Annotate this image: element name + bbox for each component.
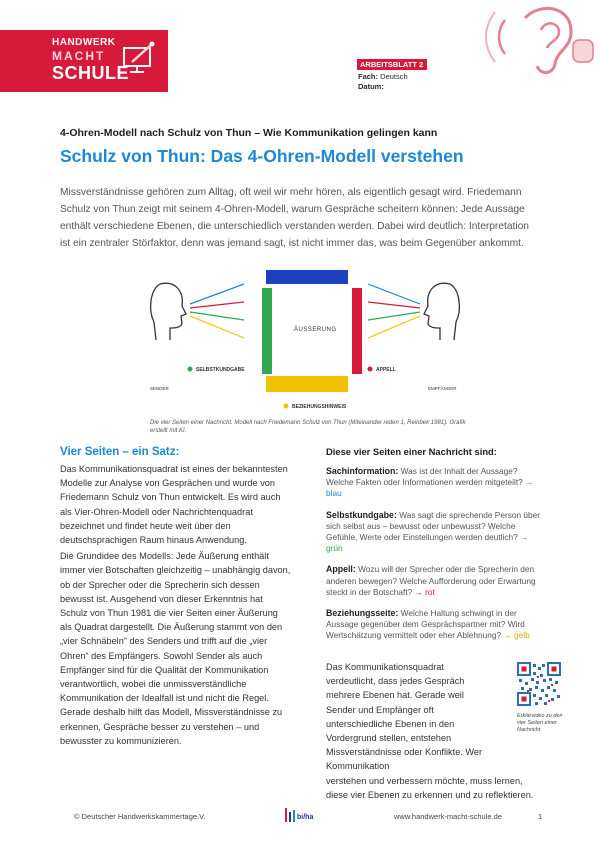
right-column xyxy=(326,446,540,652)
ear-illustration-icon xyxy=(485,0,600,80)
website-link[interactable]: www.handwerk-macht-schule.de xyxy=(394,812,502,821)
side-item-selbstkundgabe xyxy=(326,510,540,555)
section-heading: Vier Seiten – ein Satz: xyxy=(60,446,180,458)
section-paragraph-2: Die Grundidee des Modells: Jede Äußerung enthält immer vier Botschaften gleichzeitig – unabhängig davon, ob der Sprecher oder die Sprecherin sich dessen bewusst ist. Ausgehend von dieser Erkenntnis hat Schulz von Thun 1981 die vier Seiten einer Äußerung als Quadrat dargestellt. Die Äußerung stammt von den „vier Schnäbeln“ des Senders und trifft auf die „vier Ohren“ des Empfängers. Sowohl Sender als auch Empfänger sind für die Qualität der Kommunikation verantwortlich, wobei die unmissverständliche Kommunikation der Idealfall ist und nicht die Regel. Gerade deshalb hilft das Modell, Missverständnisse zu erkennen, Gespräche besser zu verstehen – und bewusster zu kommunizieren. xyxy=(60,551,291,746)
sender-arrows xyxy=(190,284,244,338)
biha-logo-text: bi/ha xyxy=(297,814,314,821)
receiver-label: EMPFÄNGER xyxy=(428,386,457,391)
subject-value: Deutsch xyxy=(380,72,408,81)
page-number: 1 xyxy=(538,812,543,821)
side-tag-yellow: → gelb xyxy=(503,630,530,641)
side-item-sachinformation xyxy=(326,466,540,500)
qr-caption: Erklärvideo zu den vier Seiten einer Nachricht xyxy=(517,713,563,733)
side-item-beziehungsseite xyxy=(326,608,540,642)
left-label: SELBSTKUNDGABE xyxy=(196,367,245,373)
intro-paragraph: Missverständnisse gehören zum Alltag, oft weil wir mehr hören, als eigentlich gesagt wird. Friedemann Schulz von Thun zeigt mit seinem 4-Ohren-Modell, warum Gespräche scheitern können: Jede Aussage enthält verschiedene Ebenen, die unterschiedlich verstanden werden. Dabei wird deutlich: Interpretation ist ein zentraler Störfaktor, denn was jemand sagt, ist nicht immer das, was beim Gegenüber ankommt. xyxy=(60,187,529,249)
side-item-appell xyxy=(326,564,540,598)
date-label: Datum: xyxy=(358,82,384,91)
four-ears-diagram xyxy=(140,262,470,412)
sides-heading: Diese vier Seiten einer Nachricht sind: xyxy=(326,446,497,457)
conclusion-paragraph xyxy=(326,660,540,802)
brand-logo xyxy=(0,30,168,92)
side-label: Selbstkundgabe: xyxy=(326,509,397,520)
square-top-blue xyxy=(266,270,348,284)
logo-line-1: HANDWERK xyxy=(52,37,116,48)
logo-line-3: SCHULE xyxy=(52,63,130,83)
side-label: Sachinformation: xyxy=(326,466,399,476)
monitor-tools-icon xyxy=(120,40,160,80)
bottom-label: BEZIEHUNGSHINWEIS xyxy=(292,404,347,410)
side-text: Welche Haltung schwingt in der Aussage gegenüber dem Gesprächspartner mit? Wird Wertschätzung vermittelt oder eher Ablehnung? xyxy=(326,608,525,641)
side-tag-green: → grün xyxy=(326,532,529,554)
qr-code-block[interactable] xyxy=(517,662,563,734)
qr-code-icon[interactable] xyxy=(517,662,561,706)
center-label: ÄUSSERUNG xyxy=(294,327,337,333)
side-text: Was ist der Inhalt der Aussage? Welche Fakten oder Informationen werden mitgeteilt? xyxy=(326,466,523,488)
sender-head-icon xyxy=(151,283,186,340)
side-text: Wozu will der Sprecher oder die Sprecherin den anderen bewegen? Welche Aufforderung oder Erwartung steckt in der Botschaft? xyxy=(326,564,536,597)
side-tag-blue: → blau xyxy=(326,477,534,499)
page-title: Schulz von Thun: Das 4-Ohren-Modell verstehen xyxy=(60,146,464,166)
conclusion-part-2: verstehen und verbessern möchte, muss lernen, diese vier Ebenen zu erkennen und zu reflektieren. xyxy=(326,775,534,800)
worksheet-subtitle: 4-Ohren-Modell nach Schulz von Thun – Wie Kommunikation gelingen kann xyxy=(60,127,438,139)
section-paragraph-1: Das Kommunikationsquadrat ist eines der bekanntesten Modelle zur Analyse von Gesprächen und wurde von Friedemann Schulz von Thun entwickelt. Es wird auch als Vier-Ohren-Modell oder Nachrichtenquadrat bezeichnet und findet heute weit über den deutschsprachigen Raum hinaus Anwendung. xyxy=(60,464,288,546)
copyright-text: © Deutscher Handwerkskammertage.V. xyxy=(74,812,206,821)
right-label: APPELL xyxy=(376,367,396,373)
logo-line-2: MACHT xyxy=(52,49,106,63)
sheet-meta xyxy=(358,72,408,92)
square-right-red xyxy=(352,288,362,374)
conclusion-part-1: Das Kommunikationsquadrat verdeutlicht, dass jedes Gespräch mehrere Ebenen hat. Gerade weil Sender und Empfänger oft unterschiedliche Ebenen in den Vordergrund stellen, entstehen Missverständnisse oder Konflikte. Wer Kommunikation xyxy=(326,662,483,772)
biha-logo-icon xyxy=(284,806,296,824)
diagram-caption: Die vier Seiten einer Nachricht. Modell nach Friedemann Schulz von Thun (Miteinander reden 1, Reinbek 1981). Grafik erstellt mit KI. xyxy=(150,420,466,434)
logo-text xyxy=(52,38,129,82)
sender-label: SENDER xyxy=(150,386,169,391)
left-column xyxy=(60,462,292,750)
side-text: Was sagt die sprechende Person über sich selbst aus – bewusst oder unbewusst? Welche Gefühle, Werte oder Einstellungen werden deutlich? xyxy=(326,509,541,543)
worksheet-tag: ARBEITSBLATT 2 xyxy=(357,59,427,70)
subject-label: Fach: xyxy=(358,72,379,81)
side-label: Beziehungsseite: xyxy=(326,608,399,619)
receiver-arrows xyxy=(368,284,420,338)
square-left-green xyxy=(262,288,272,374)
receiver-head-icon xyxy=(424,283,459,340)
square-bottom-yellow xyxy=(266,376,348,392)
side-tag-red: → rot xyxy=(414,586,435,597)
side-label: Appell: xyxy=(326,564,356,575)
